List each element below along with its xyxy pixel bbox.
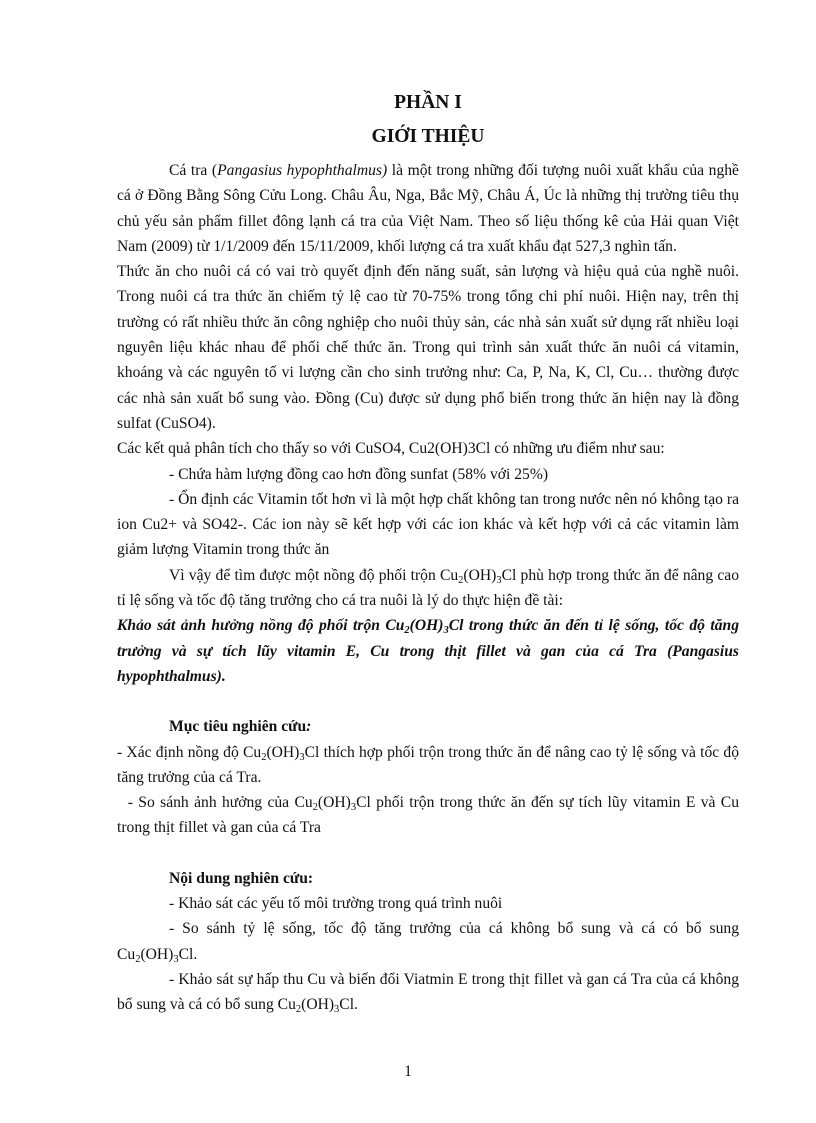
- content-item-2: [117, 916, 739, 967]
- text-run: Cl thích hợp phối trộn trong thức ăn để nâng cao tỷ lệ sống và tốc độ tăng trưởng của cá Tra.: [117, 743, 739, 786]
- text-run: - Khảo sát sự hấp thu Cu và biến đổi Viatmin E trong thịt fillet và gan cá Tra của cá không bổ sung và cá có bổ sung Cu: [117, 970, 739, 1014]
- research-topic: [117, 613, 739, 689]
- text-run: (OH): [266, 743, 300, 761]
- text-run: là một trong những đối tượng nuôi xuất khẩu của nghề cá ở Đồng Bằng Sông Cửu Long. Châu Âu, Nga, Bắc Mỹ, Châu Á, Úc là những thị trường tiêu thụ chủ yếu sản phẩm fillet đông lạnh cá tra của Việt Nam. Theo số liệu thống kê của Hải quan Việt Nam (2009) từ 1/1/2009 đến 15/11/2009, khối lượng cá tra xuất khẩu đạt 527,3 nghìn tấn.: [117, 162, 739, 255]
- text-run: - So sánh ảnh hưởng của Cu: [117, 794, 313, 812]
- text-run: - So sánh tỷ lệ sống, tốc độ tăng trưởng của cá không bổ sung và cá có bổ sung Cu: [117, 920, 739, 963]
- heading-text: Mục tiêu nghiên cứu: [169, 718, 307, 736]
- section-title: GIỚI THIỆU: [371, 126, 485, 147]
- text-run: Cl phối trộn trong thức ăn đến sự tích lũy vitamin E và Cu trong thịt fillet và gan của cá Tra: [117, 794, 743, 837]
- subscript: 2: [261, 751, 267, 763]
- intro-paragraph-3: Các kết quả phân tích cho thấy so với CuSO4, Cu2(OH)3Cl có những ưu điểm như sau:: [117, 440, 665, 458]
- species-name: Pangasius hypophthalmus): [217, 162, 388, 179]
- objectives-heading: [117, 714, 739, 739]
- subscript: 2: [458, 574, 464, 586]
- part-heading: PHẦN I: [394, 92, 462, 113]
- spacer: [117, 689, 739, 714]
- subscript: 3: [443, 625, 449, 637]
- objective-item-2: [117, 790, 743, 841]
- objective-item-1: [117, 740, 739, 791]
- text-run: Cl.: [339, 996, 358, 1014]
- text-run: Cl phù hợp trong thức ăn để nâng cao tỉ lệ sống và tốc độ tăng trưởng cho cá tra nuôi là lý do thực hiện đề tài:: [117, 566, 739, 610]
- subscript: 2: [135, 953, 141, 965]
- intro-paragraph-1: [117, 158, 739, 259]
- text-run: Cá tra (: [169, 162, 218, 179]
- subscript: 2: [404, 625, 410, 637]
- subscript: 2: [295, 1004, 302, 1016]
- text-run: (OH): [140, 945, 174, 963]
- text-run: (OH): [301, 996, 335, 1014]
- subscript: 3: [299, 751, 305, 763]
- content-item-3: [117, 967, 739, 1018]
- text-run: Vì vậy để tìm được một nồng độ phối trộn Cu: [169, 566, 459, 584]
- text-run: Cl.: [178, 945, 198, 963]
- spacer: [117, 841, 739, 866]
- subscript: 3: [173, 953, 179, 965]
- page-number: 1: [404, 1063, 412, 1080]
- content-heading: Nội dung nghiên cứu:: [169, 869, 314, 887]
- subscript: 3: [496, 574, 502, 586]
- subscript: 2: [312, 802, 318, 814]
- advantage-bullet-2: - Ổn định các Vitamin tốt hơn vì là một hợp chất không tan trong nước nên nó không tạo ra ion Cu2+ và SO42-. Các ion này sẽ kết hợp với các ion khác và kết hợp với cả các vitamin làm giảm lượng Vitamin trong thức ăn: [117, 490, 739, 559]
- text-run: (OH): [463, 566, 497, 584]
- advantage-bullet-1: - Chứa hàm lượng đồng cao hơn đồng sunfat (58% với 25%): [169, 465, 549, 483]
- document-page: [117, 86, 743, 1018]
- intro-paragraph-4: [117, 563, 739, 614]
- subscript: 3: [334, 1004, 340, 1016]
- text-run: (OH): [409, 617, 444, 635]
- text-run: Cl trong thức ăn đến tỉ lệ sống, tốc độ tăng trưởng và sự tích lũy vitamin E, Cu trong thịt fillet và gan của cá Tra (Pangasius hypophthalmus).: [117, 617, 739, 685]
- intro-paragraph-2: Thức ăn cho nuôi cá có vai trò quyết định đến năng suất, sản lượng và hiệu quả của nghề nuôi. Trong nuôi cá tra thức ăn chiếm tỷ lệ cao từ 70-75% trong tổng chi phí nuôi. Hiện nay, trên thị trường có rất nhiều thức ăn công nghiệp cho nuôi thủy sản, các nhà sản xuất sử dụng rất nhiều loại nguyên liệu khác nhau để phối chế thức ăn. Trong qui trình sản xuất thức ăn nuôi cá vitamin, khoáng và các nguyên tố vi lượng cần cho sinh trưởng như: Ca, P, Na, K, Cl, Cu… thường được các nhà sản xuất bổ sung vào. Đồng (Cu) được sử dụng phổ biến trong thức ăn hiện nay là đồng sulfat (CuSO4).: [117, 263, 739, 432]
- heading-colon: :: [306, 718, 312, 736]
- subscript: 3: [350, 802, 357, 814]
- content-item-1: - Khảo sát các yếu tố môi trường trong quá trình nuôi: [169, 895, 503, 913]
- text-run: (OH): [317, 794, 351, 812]
- text-run: Khảo sát ảnh hưởng nồng độ phối trộn Cu: [117, 617, 405, 635]
- text-run: - Xác định nồng độ Cu: [117, 743, 262, 761]
